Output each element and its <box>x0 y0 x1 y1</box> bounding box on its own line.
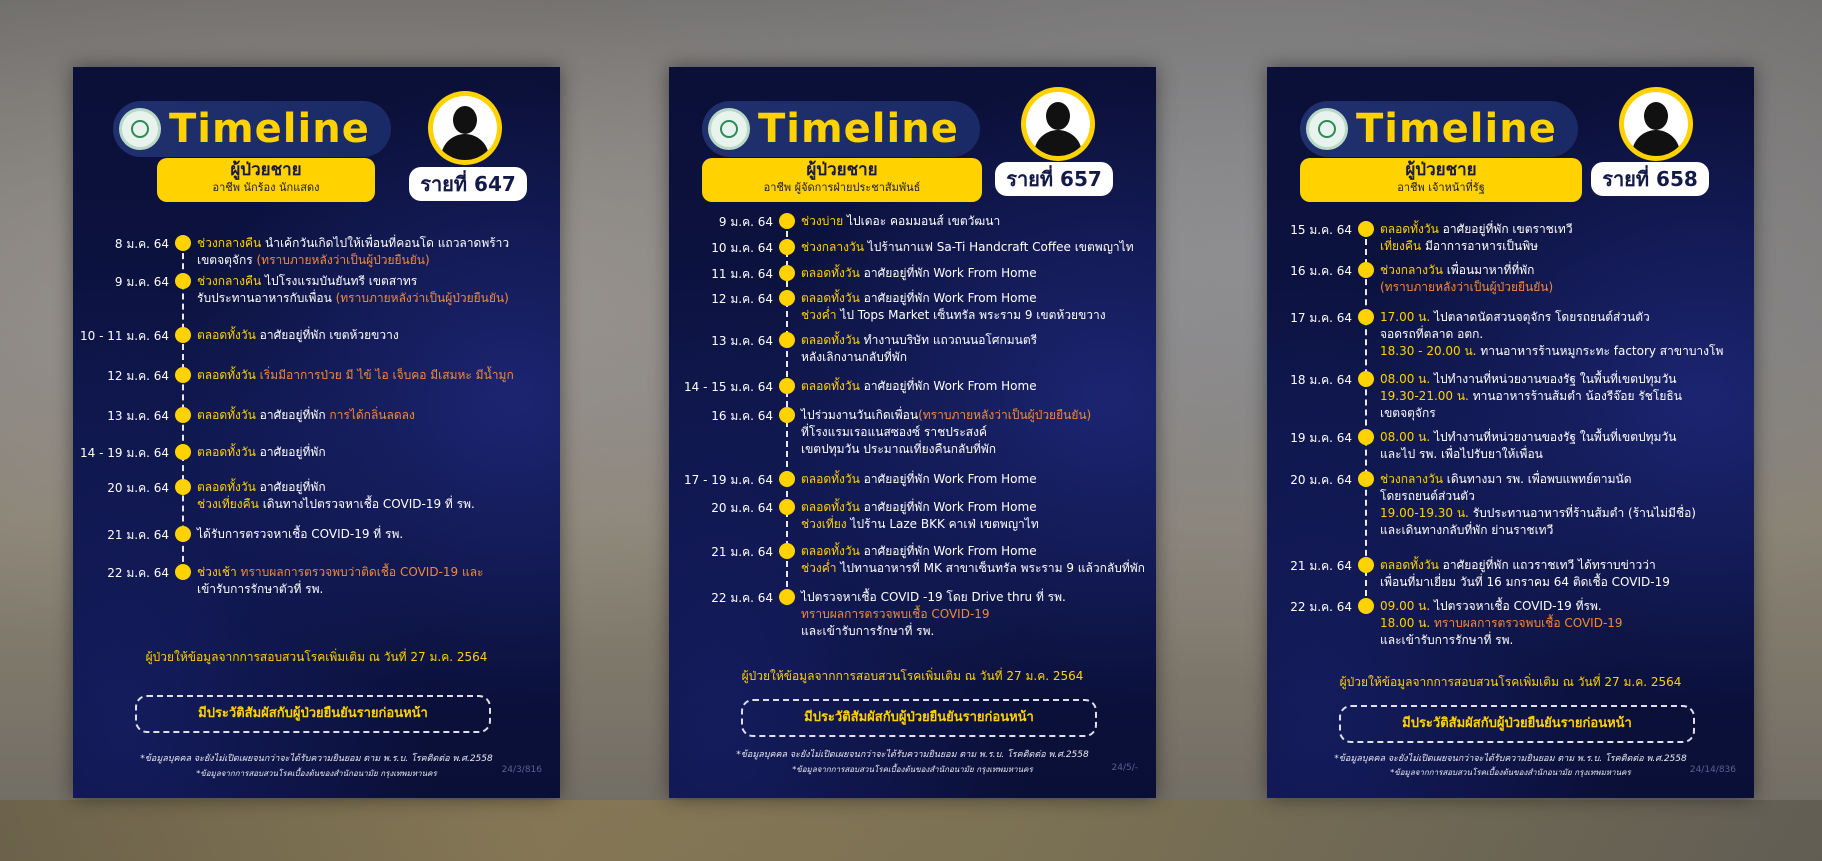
entry-text-segment: 18.00 น. <box>1380 616 1434 630</box>
entry-description-line <box>197 564 484 581</box>
entry-text-segment: 09.00 น. <box>1380 599 1434 613</box>
entry-description-line <box>1380 326 1483 343</box>
timeline-dot-icon <box>779 213 795 229</box>
card-title: Timeline <box>169 106 370 152</box>
entry-date: 13 ม.ค. 64 <box>711 334 773 348</box>
timeline-dot-icon <box>779 499 795 515</box>
entry-text-segment: ช่วงเที่ยง <box>801 517 851 531</box>
entry-description-line <box>1380 371 1676 388</box>
patient-type: ผู้ป่วยชาย <box>806 160 878 180</box>
entry-text-segment: ตลอดทั้งวัน <box>801 266 864 280</box>
entry-text-segment: ตลอดทั้งวัน <box>197 328 260 342</box>
entry-description-line <box>1380 488 1475 505</box>
entry-text-segment: อาศัยอยู่ที่พัก Work From Home <box>863 266 1037 280</box>
entry-text-segment: ตลอดทั้งวัน <box>197 480 260 494</box>
entry-text-segment: ตลอดทั้งวัน <box>197 368 260 382</box>
entry-text-segment: ทานอาหารร้านส้มตำ น้องรีจ๊อย รัชโยธิน <box>1472 389 1682 403</box>
entry-description-line <box>197 526 403 543</box>
reference-code: 24/14/836 <box>1689 765 1736 775</box>
entry-date: 17 ม.ค. 64 <box>1290 311 1352 325</box>
privacy-disclaimer: *ข้อมูลบุคคล จะยังไม่เปิดเผยจนกว่าจะได้รับความยินยอม ตาม พ.ร.บ. โรคติดต่อ พ.ศ.2558 <box>1334 754 1687 764</box>
entry-text-segment: ช่วงกลางวัน <box>1380 472 1447 486</box>
timeline-dot-icon <box>779 407 795 423</box>
entry-description-line <box>1380 405 1436 422</box>
entry-date: 20 ม.ค. 64 <box>1290 473 1352 487</box>
entry-text-segment: ตลอดทั้งวัน <box>801 333 864 347</box>
entry-text-segment: ช่วงบ่าย <box>801 214 847 228</box>
timeline-dot-icon <box>779 239 795 255</box>
entry-text-segment: ได้รับการตรวจหาเชื้อ COVID-19 ที่ รพ. <box>197 527 404 541</box>
entry-text-segment: ไปร้าน Laze BKK คาเฟ่ เขตพญาไท <box>850 517 1039 531</box>
entry-description-line <box>197 496 475 513</box>
entry-text-segment: (ทราบภายหลังว่าเป็นผู้ป่วยยืนยัน) <box>256 253 430 267</box>
entry-date: 22 ม.ค. 64 <box>711 591 773 605</box>
entry-date: 14 - 15 ม.ค. 64 <box>684 380 773 394</box>
timeline-dot-icon <box>779 589 795 605</box>
entry-text-segment: อาศัยอยู่ที่พัก เขตราชเทวี <box>1442 222 1573 236</box>
entry-date: 12 ม.ค. 64 <box>711 292 773 306</box>
timeline-dot-icon <box>1358 262 1374 278</box>
entry-description-line <box>1380 505 1696 522</box>
timeline-dot-icon <box>779 265 795 281</box>
privacy-disclaimer: *ข้อมูลบุคคล จะยังไม่เปิดเผยจนกว่าจะได้รับความยินยอม ตาม พ.ร.บ. โรคติดต่อ พ.ศ.2558 <box>140 754 493 764</box>
patient-type: ผู้ป่วยชาย <box>230 160 302 180</box>
entry-text-segment: อาศัยอยู่ที่พัก <box>259 408 330 422</box>
entry-description-line <box>1380 388 1682 405</box>
entry-date: 22 ม.ค. 64 <box>107 566 169 580</box>
entry-description-line <box>1380 446 1543 463</box>
entry-description-line <box>197 273 417 290</box>
entry-description-line <box>801 349 907 366</box>
entry-text-segment: ตลอดทั้งวัน <box>801 379 864 393</box>
entry-date: 14 - 19 ม.ค. 64 <box>80 446 169 460</box>
entry-text-segment: ทราบผลการตรวจพบว่าติดเชื้อ COVID-19 และ <box>240 565 484 579</box>
entry-text-segment: 19.00-19.30 น. <box>1380 506 1473 520</box>
entry-text-segment: 18.30 - 20.00 น. <box>1380 344 1481 358</box>
entry-description-line <box>801 516 1039 533</box>
entry-description-line <box>1380 615 1623 632</box>
entry-description-line <box>197 479 326 496</box>
timeline-dot-icon <box>175 327 191 343</box>
entry-date: 17 - 19 ม.ค. 64 <box>684 473 773 487</box>
entry-description-line <box>801 424 987 441</box>
entry-description-line <box>801 543 1037 560</box>
entry-description-line <box>1380 632 1513 649</box>
entry-description-line <box>1380 262 1534 279</box>
patient-occupation: อาชีพ ผู้จัดการฝ่ายประชาสัมพันธ์ <box>763 181 921 194</box>
entry-description-line <box>1380 309 1650 326</box>
entry-description-line <box>197 444 326 461</box>
entry-description-line <box>801 606 990 623</box>
entry-date: 15 ม.ค. 64 <box>1290 223 1352 237</box>
source-disclaimer: *ข้อมูลจากการสอบสวนโรคเบื้องต้นของสำนักอนามัย กรุงเทพมหานคร <box>196 769 437 778</box>
entry-text-segment: เดินทางไปตรวจหาเชื้อ COVID-19 ที่ รพ. <box>262 497 475 511</box>
entry-text-segment: อาศัยอยู่ที่พัก <box>259 445 326 459</box>
background-blur <box>0 800 1822 861</box>
entry-text-segment: เริ่มมีอาการป่วย มี ไข้ ไอ เจ็บคอ มีเสมหะ มีน้ำมูก <box>259 368 514 382</box>
entry-text-segment: มีอาการอาหารเป็นพิษ <box>1424 239 1539 253</box>
entry-text-segment: ตลอดทั้งวัน <box>801 472 864 486</box>
entry-date: 21 ม.ค. 64 <box>107 528 169 542</box>
entry-text-segment: และเดินทางกลับที่พัก ย่านราชเทวี <box>1380 523 1554 537</box>
entry-text-segment: การได้กลิ่นลดลง <box>329 408 415 422</box>
entry-description-line <box>197 367 514 384</box>
entry-description-line <box>197 581 323 598</box>
entry-text-segment: ไปตรวจหาเชื้อ COVID-19 ที่รพ. <box>1434 599 1602 613</box>
patient-occupation: อาชีพ นักร้อง นักแสดง <box>212 181 320 194</box>
entry-description-line <box>1380 279 1553 296</box>
reference-code: 24/5/- <box>1111 763 1138 773</box>
entry-description-line <box>801 499 1037 516</box>
entry-description-line <box>1380 221 1573 238</box>
entry-text-segment: อาศัยอยู่ที่พัก แถวราชเทวี ได้ทราบข่าวว่า <box>1442 558 1656 572</box>
entry-text-segment: ตลอดทั้งวัน <box>801 500 864 514</box>
entry-description-line <box>801 560 1145 577</box>
investigation-footnote: ผู้ป่วยให้ข้อมูลจากการสอบสวนโรคเพิ่มเติม ณ วันที่ 27 ม.ค. 2564 <box>145 650 488 664</box>
entry-date: 9 ม.ค. 64 <box>718 215 773 229</box>
entry-text-segment: อาศัยอยู่ที่พัก Work From Home <box>863 500 1037 514</box>
entry-date: 8 ม.ค. 64 <box>114 237 169 251</box>
entry-text-segment: อาศัยอยู่ที่พัก Work From Home <box>863 379 1037 393</box>
entry-text-segment: เขตจตุจักร <box>197 253 257 267</box>
entry-date: 16 ม.ค. 64 <box>711 409 773 423</box>
entry-text-segment: รับประทานอาหารที่ร้านส้มตำ (ร้านไม่มีชื่อ) <box>1472 506 1696 520</box>
entry-text-segment: ช่วงกลางคืน <box>197 274 266 288</box>
entry-text-segment: (ทราบภายหลังว่าเป็นผู้ป่วยยืนยัน) <box>918 408 1092 422</box>
entry-date: 20 ม.ค. 64 <box>711 501 773 515</box>
entry-text-segment: ไปตลาดนัดสวนจตุจักร โดยรถยนต์ส่วนตัว <box>1434 310 1650 324</box>
case-number-badge: รายที่ 657 <box>995 162 1113 196</box>
entry-description-line <box>1380 471 1632 488</box>
entry-description-line <box>801 589 1066 606</box>
timeline-dot-icon <box>779 332 795 348</box>
entry-date: 21 ม.ค. 64 <box>711 545 773 559</box>
entry-text-segment: ตลอดทั้งวัน <box>197 445 260 459</box>
entry-description-line <box>1380 522 1553 539</box>
entry-text-segment: และเข้ารับการรักษาที่ รพ. <box>1380 633 1514 647</box>
entry-description-line <box>1380 429 1676 446</box>
entry-text-segment: ทานอาหารร้านหมูกระทะ factory สาขาบางโพ <box>1480 344 1724 358</box>
entry-text-segment: อาศัยอยู่ที่พัก Work From Home <box>863 291 1037 305</box>
entry-description-line <box>197 235 509 252</box>
timeline-dot-icon <box>1358 471 1374 487</box>
entry-date: 19 ม.ค. 64 <box>1290 431 1352 445</box>
entry-description-line <box>1380 574 1670 591</box>
entry-text-segment: ตลอดทั้งวัน <box>197 408 260 422</box>
entry-description-line <box>197 290 509 307</box>
card-title: Timeline <box>1356 106 1557 152</box>
entry-description-line <box>197 407 415 424</box>
entry-text-segment: เพื่อนมาหาที่ที่พัก <box>1446 263 1535 277</box>
patient-occupation: อาชีพ เจ้าหน้าที่รัฐ <box>1397 181 1485 194</box>
entry-date: 20 ม.ค. 64 <box>107 481 169 495</box>
contact-history-note: มีประวัติสัมผัสกับผู้ป่วยยืนยันรายก่อนหน้า <box>741 699 1097 737</box>
timeline-dot-icon <box>175 564 191 580</box>
entry-text-segment: ทำงานบริษัท แถวถนนอโศกมนตรี <box>863 333 1038 347</box>
source-disclaimer: *ข้อมูลจากการสอบสวนโรคเบื้องต้นของสำนักอนามัย กรุงเทพมหานคร <box>792 765 1033 774</box>
timeline-dot-icon <box>175 526 191 542</box>
timeline-card-657 <box>669 67 1156 798</box>
entry-date: 13 ม.ค. 64 <box>107 409 169 423</box>
timeline-dot-icon <box>175 235 191 251</box>
contact-history-note: มีประวัติสัมผัสกับผู้ป่วยยืนยันรายก่อนหน้า <box>135 695 491 733</box>
entry-text-segment: ที่โรงแรมเรอแนสซองซ์ ราชประสงค์ <box>801 425 987 439</box>
timeline-dot-icon <box>1358 371 1374 387</box>
entry-text-segment: 08.00 น. <box>1380 430 1434 444</box>
entry-text-segment: ช่วงกลางวัน <box>801 240 868 254</box>
entry-text-segment: 08.00 น. <box>1380 372 1434 386</box>
entry-text-segment: (ทราบภายหลังว่าเป็นผู้ป่วยยืนยัน) <box>335 291 509 305</box>
entry-date: 10 ม.ค. 64 <box>711 241 773 255</box>
entry-text-segment: ไป Tops Market เซ็นทรัล พระราม 9 เขตห้วยขวาง <box>840 308 1106 322</box>
entry-text-segment: ตลอดทั้งวัน <box>801 544 864 558</box>
entry-text-segment: 17.00 น. <box>1380 310 1434 324</box>
entry-text-segment: เดินทางมา รพ. เพื่อพบแพทย์ตามนัด <box>1446 472 1632 486</box>
entry-text-segment: ไปเดอะ คอมมอนส์ เขตวัฒนา <box>846 214 1001 228</box>
entry-date: 12 ม.ค. 64 <box>107 369 169 383</box>
entry-text-segment: อาศัยอยู่ที่พัก Work From Home <box>863 544 1037 558</box>
timeline-dot-icon <box>779 290 795 306</box>
timeline-dot-icon <box>1358 598 1374 614</box>
entry-text-segment: ตลอดทั้งวัน <box>801 291 864 305</box>
entry-date: 9 ม.ค. 64 <box>114 275 169 289</box>
entry-text-segment: ไปโรงแรมบันยันทรี เขตสาทร <box>265 274 418 288</box>
entry-text-segment: โดยรถยนต์ส่วนตัว <box>1380 489 1475 503</box>
entry-text-segment: ทราบผลการตรวจพบเชื้อ COVID-19 <box>801 607 990 621</box>
entry-text-segment: หลังเลิกงานกลับที่พัก <box>801 350 907 364</box>
entry-description-line <box>1380 343 1723 360</box>
entry-text-segment: เพื่อนที่มาเยี่ยม วันที่ 16 มกราคม 64 ติดเชื้อ COVID-19 <box>1380 575 1670 589</box>
entry-date: 16 ม.ค. 64 <box>1290 264 1352 278</box>
entry-text-segment: ช่วงเที่ยงคืน <box>197 497 263 511</box>
timeline-dot-icon <box>779 378 795 394</box>
entry-description-line <box>1380 238 1538 255</box>
entry-text-segment: ไปทานอาหารที่ MK สาขาเซ็นทรัล พระราม 9 แล้วกลับที่พัก <box>840 561 1145 575</box>
entry-text-segment: ตลอดทั้งวัน <box>1380 222 1443 236</box>
entry-text-segment: จอดรถที่ตลาด อตก. <box>1380 327 1484 341</box>
entry-text-segment: ไปทำงานที่หน่วยงานของรัฐ ในพื้นที่เขตปทุมวัน <box>1434 372 1677 386</box>
contact-history-note: มีประวัติสัมผัสกับผู้ป่วยยืนยันรายก่อนหน้า <box>1339 705 1695 743</box>
entry-text-segment: ไปตรวจหาเชื้อ COVID -19 โดย Drive thru ที่ รพ. <box>801 590 1066 604</box>
timeline-card-658 <box>1267 67 1754 798</box>
timeline-dot-icon <box>1358 221 1374 237</box>
entry-text-segment: เขตจตุจักร <box>1380 406 1436 420</box>
investigation-footnote: ผู้ป่วยให้ข้อมูลจากการสอบสวนโรคเพิ่มเติม ณ วันที่ 27 ม.ค. 2564 <box>1339 675 1682 689</box>
timeline-dot-icon <box>175 367 191 383</box>
entry-description-line <box>801 265 1037 282</box>
entry-date: 11 ม.ค. 64 <box>711 267 773 281</box>
entry-text-segment: อาศัยอยู่ที่พัก <box>259 480 326 494</box>
entry-text-segment: ตลอดทั้งวัน <box>1380 558 1443 572</box>
entry-text-segment: ไปร้านกาแฟ Sa-Ti Handcraft Coffee เขตพญาไท <box>867 240 1134 254</box>
timeline-card-647 <box>73 67 560 798</box>
timeline <box>73 67 560 798</box>
entry-text-segment: ช่วงกลางวัน <box>1380 263 1447 277</box>
entry-text-segment: ช่วงเช้า <box>197 565 241 579</box>
reference-code: 24/3/816 <box>501 765 542 775</box>
entry-description-line <box>1380 557 1656 574</box>
entry-date: 10 - 11 ม.ค. 64 <box>80 329 169 343</box>
timeline-dot-icon <box>1358 309 1374 325</box>
entry-text-segment: ช่วงค่ำ <box>801 308 841 322</box>
timeline-dot-icon <box>779 543 795 559</box>
case-number-badge: รายที่ 658 <box>1591 162 1709 196</box>
timeline-dot-icon <box>175 273 191 289</box>
patient-type: ผู้ป่วยชาย <box>1405 160 1477 180</box>
entry-date: 21 ม.ค. 64 <box>1290 559 1352 573</box>
entry-text-segment: และเข้ารับการรักษาที่ รพ. <box>801 624 935 638</box>
timeline-dot-icon <box>175 407 191 423</box>
entry-text-segment: อาศัยอยู่ที่พัก เขตห้วยขวาง <box>259 328 399 342</box>
timeline-dot-icon <box>1358 557 1374 573</box>
case-number-badge: รายที่ 647 <box>409 167 527 201</box>
entry-date: 18 ม.ค. 64 <box>1290 373 1352 387</box>
entry-text-segment: รับประทานอาหารกับเพื่อน <box>197 291 336 305</box>
entry-description-line <box>801 407 1091 424</box>
entry-description-line <box>801 623 934 640</box>
entry-description-line <box>801 332 1037 349</box>
timeline-dot-icon <box>1358 429 1374 445</box>
timeline-connector <box>1365 229 1367 606</box>
entry-text-segment: ไปทำงานที่หน่วยงานของรัฐ ในพื้นที่เขตปทุมวัน <box>1434 430 1677 444</box>
entry-text-segment: ช่วงกลางคืน <box>197 236 266 250</box>
entry-text-segment: เที่ยงคืน <box>1380 239 1425 253</box>
entry-text-segment: ช่วงค่ำ <box>801 561 841 575</box>
entry-description-line <box>801 239 1134 256</box>
timeline-dot-icon <box>175 444 191 460</box>
entry-description-line <box>801 471 1037 488</box>
entry-text-segment: (ทราบภายหลังว่าเป็นผู้ป่วยยืนยัน) <box>1380 280 1554 294</box>
entry-description-line <box>801 378 1037 395</box>
source-disclaimer: *ข้อมูลจากการสอบสวนโรคเบื้องต้นของสำนักอนามัย กรุงเทพมหานคร <box>1390 768 1631 777</box>
entry-description-line <box>801 290 1037 307</box>
entry-text-segment: และไป รพ. เพื่อไปรับยาให้เพื่อน <box>1380 447 1543 461</box>
entry-text-segment: เข้ารับการรักษาตัวที่ รพ. <box>197 582 324 596</box>
timeline-dot-icon <box>175 479 191 495</box>
entry-text-segment: ทราบผลการตรวจพบเชื้อ COVID-19 <box>1434 616 1623 630</box>
entry-description-line <box>197 327 399 344</box>
entry-description-line <box>801 307 1106 324</box>
timeline-dot-icon <box>779 471 795 487</box>
investigation-footnote: ผู้ป่วยให้ข้อมูลจากการสอบสวนโรคเพิ่มเติม ณ วันที่ 27 ม.ค. 2564 <box>741 669 1084 683</box>
entry-description-line <box>801 213 1000 230</box>
entry-text-segment: อาศัยอยู่ที่พัก Work From Home <box>863 472 1037 486</box>
card-title: Timeline <box>758 106 959 152</box>
privacy-disclaimer: *ข้อมูลบุคคล จะยังไม่เปิดเผยจนกว่าจะได้รับความยินยอม ตาม พ.ร.บ. โรคติดต่อ พ.ศ.2558 <box>736 750 1089 760</box>
entry-text-segment: 19.30-21.00 น. <box>1380 389 1473 403</box>
entry-description-line <box>197 252 430 269</box>
entry-description-line <box>801 441 996 458</box>
entry-text-segment: ไปร่วมงานวันเกิดเพื่อน <box>801 408 919 422</box>
entry-text-segment: เขตปทุมวัน ประมาณเที่ยงคืนกลับที่พัก <box>801 442 997 456</box>
entry-description-line <box>1380 598 1602 615</box>
timeline <box>669 67 1156 798</box>
entry-text-segment: นำเค้กวันเกิดไปให้เพื่อนที่คอนโด แถวลาดพร้าว <box>265 236 510 250</box>
entry-date: 22 ม.ค. 64 <box>1290 600 1352 614</box>
